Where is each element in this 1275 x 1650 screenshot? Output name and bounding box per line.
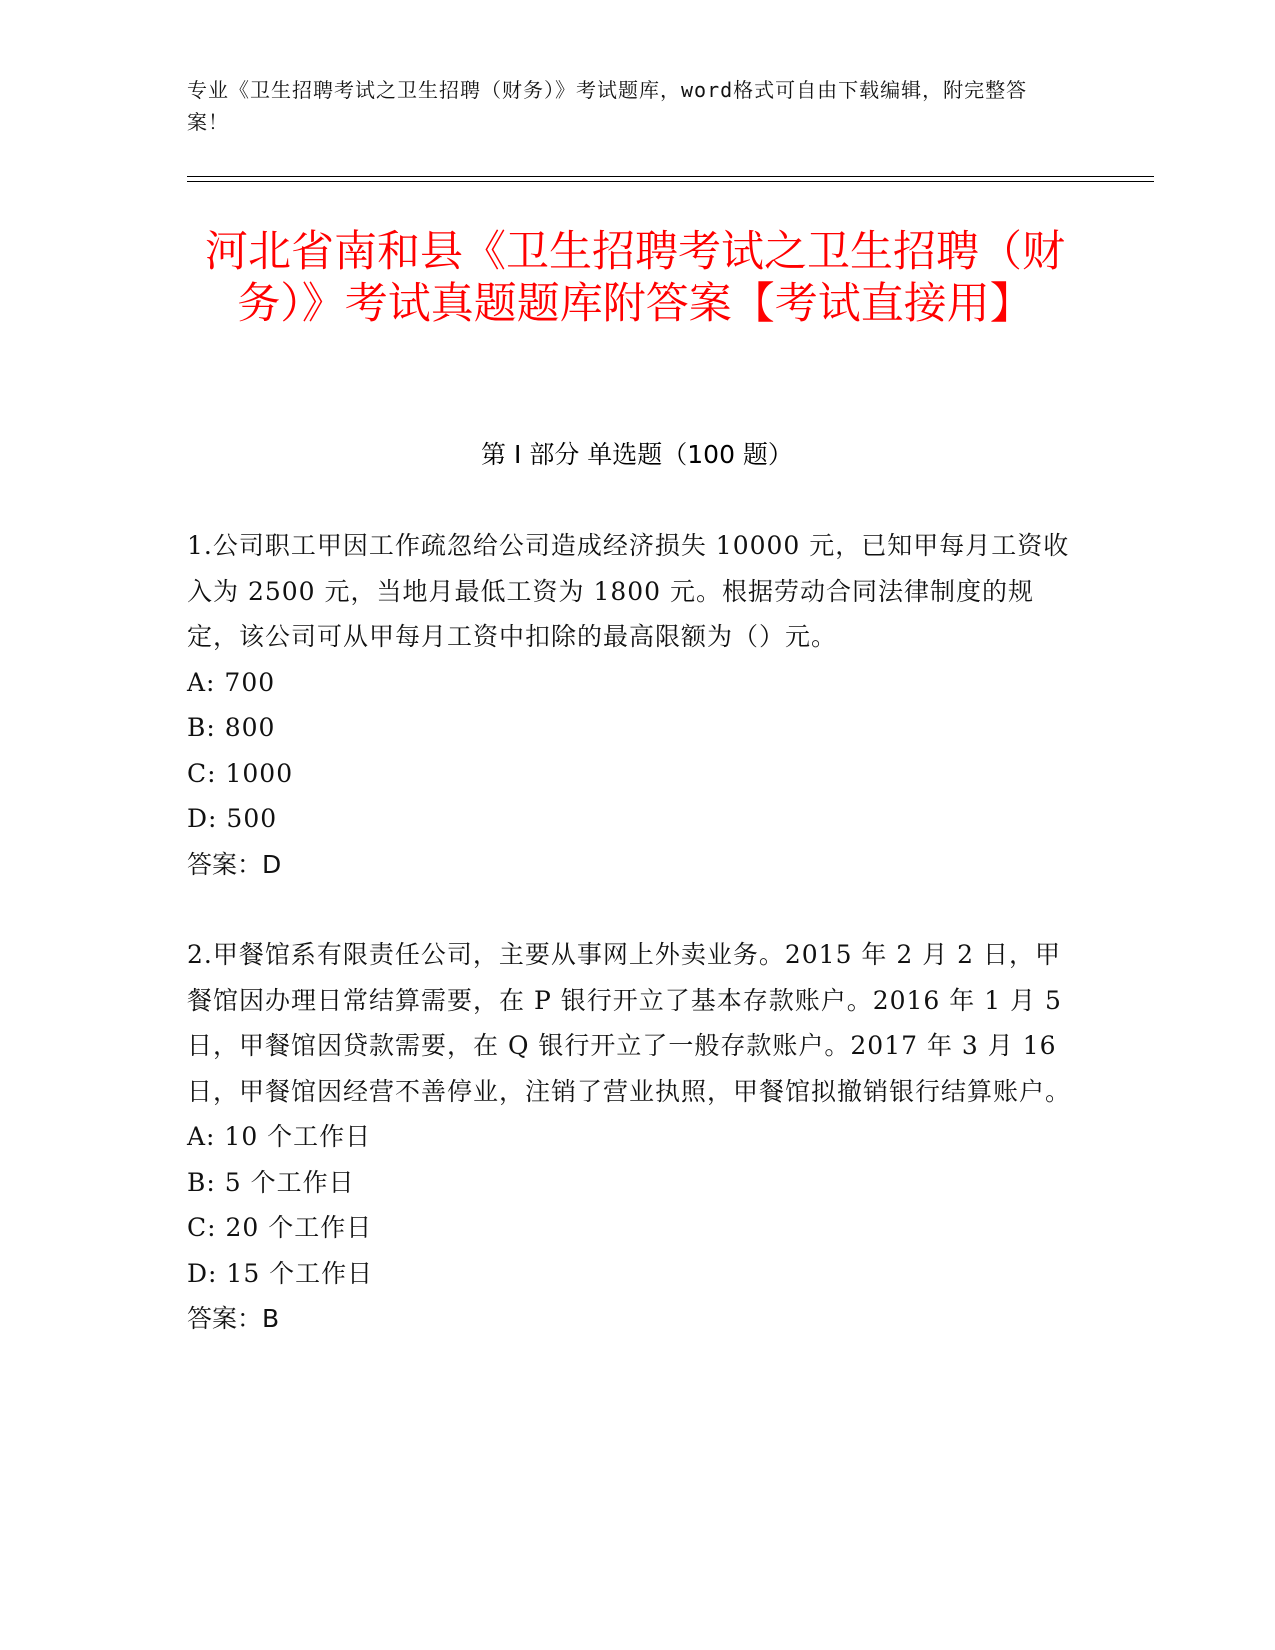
question-1 <box>187 523 1077 887</box>
option-a: A: 700 <box>187 667 276 697</box>
option-c: C: 20 个工作日 <box>187 1213 373 1242</box>
answer-line: 答案：B <box>187 1304 280 1333</box>
question-2 <box>187 932 1077 1342</box>
option-d: D: 15 个工作日 <box>187 1258 374 1288</box>
document-title: 河北省南和县《卫生招聘考试之卫生招聘（财务）》考试真题题库附答案【考试直接用】 <box>205 227 1065 329</box>
option-a: A: 10 个工作日 <box>187 1122 372 1151</box>
option-c: C: 1000 <box>187 758 294 788</box>
section-title: 第 I 部分 单选题（100 题） <box>481 440 793 469</box>
header-divider-top <box>187 176 1154 177</box>
option-d: D: 500 <box>187 804 278 833</box>
header-divider-bottom <box>187 181 1154 182</box>
question-stem: 1.公司职工甲因工作疏忽给公司造成经济损失 10000 元，已知甲每月工资收入为 2500 元，当地月最低工资为 1800 元。根据劳动合同法律制度的规定，该公司可从甲每月工资中扣除的最高限额为（）元。 <box>187 531 1070 651</box>
option-b: B: 5 个工作日 <box>187 1167 355 1197</box>
question-stem: 2.甲餐馆系有限责任公司，主要从事网上外卖业务。2015 年 2 月 2 日，甲餐馆因办理日常结算需要，在 P 银行开立了基本存款账户。2016 年 1 月 5 日，甲餐馆因贷款需要，在 Q 银行开立了一般存款账户。2017 年 3 月 16 日，甲餐馆因经营不善停业，注销了营业执照，甲餐馆拟撤销银行结算账户。 <box>187 940 1072 1106</box>
answer-line: 答案：D <box>187 849 282 879</box>
header-note: 专业《卫生招聘考试之卫生招聘（财务）》考试题库，word格式可自由下载编辑，附完整答案！ <box>187 78 1028 134</box>
option-b: B: 800 <box>187 713 276 742</box>
